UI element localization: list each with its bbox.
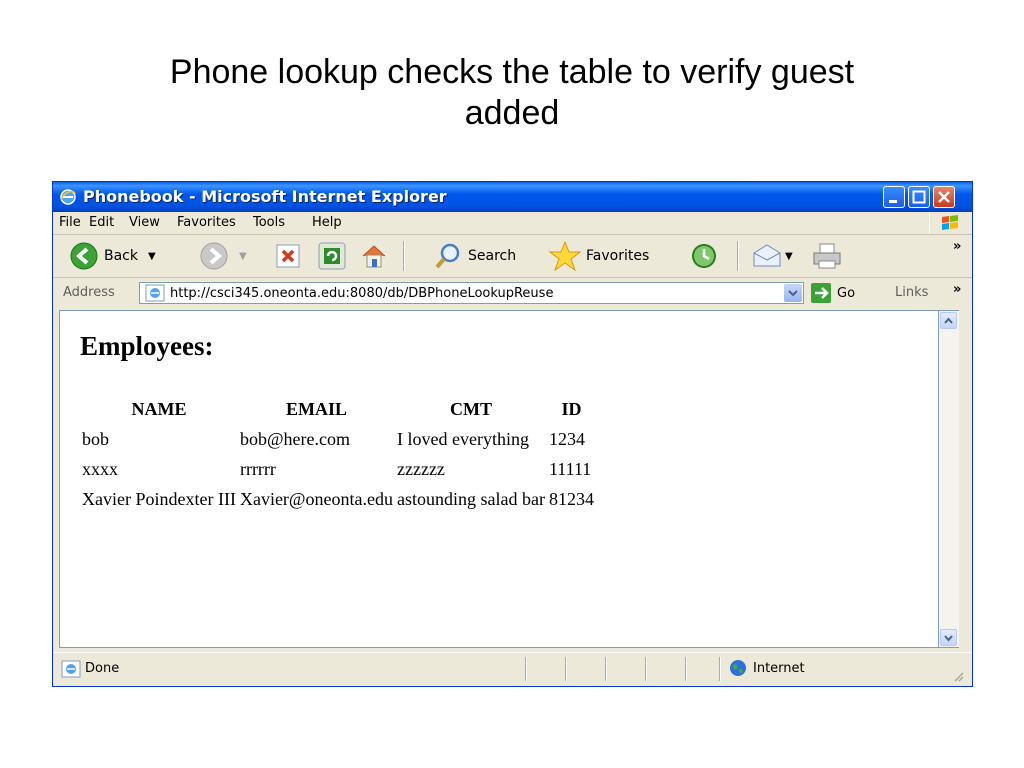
back-label: Back (104, 248, 138, 264)
address-dropdown-button[interactable] (784, 284, 802, 302)
cell-name: bob (82, 428, 109, 449)
address-label: Address (63, 285, 115, 300)
cell-cmt: zzzzzz (396, 458, 445, 479)
employees-table (80, 394, 596, 514)
menu-view[interactable]: View (129, 215, 160, 230)
back-arrow-icon (69, 241, 99, 271)
slide-title-line-1: Phone lookup checks the table to verify guest (169, 53, 855, 91)
column-header: EMAIL (285, 398, 347, 419)
favorites-button[interactable] (549, 239, 649, 273)
table-row (80, 424, 596, 454)
home-icon (359, 241, 389, 271)
maximize-icon (909, 187, 929, 207)
search-label: Search (468, 248, 517, 264)
slide-title (0, 52, 1024, 134)
stop-icon (275, 243, 301, 269)
forward-arrow-icon (199, 241, 229, 271)
page-content (59, 310, 939, 648)
slide-title-line-2: added (464, 94, 560, 132)
search-icon (433, 241, 463, 271)
back-button[interactable] (69, 239, 156, 273)
home-button[interactable] (359, 239, 389, 273)
menu-tools[interactable]: Tools (253, 215, 286, 230)
status-divider (605, 657, 607, 681)
column-header: CMT (449, 398, 492, 419)
toolbar-separator (737, 241, 739, 271)
resize-grip-icon[interactable] (951, 669, 965, 683)
title-bar (53, 182, 972, 212)
toolbar-separator (403, 241, 405, 271)
chevron-down-icon (784, 284, 802, 302)
forward-button[interactable] (199, 239, 247, 273)
chevron-up-icon (941, 313, 956, 328)
address-bar (53, 278, 972, 308)
cell-email: rrrrrr (239, 458, 276, 479)
print-button[interactable] (811, 239, 843, 273)
minimize-icon (884, 187, 904, 207)
forward-dropdown-icon[interactable]: ▼ (239, 250, 247, 262)
menu-file[interactable]: File (59, 215, 81, 230)
cell-id: 1234 (548, 428, 585, 449)
table-row (80, 484, 596, 514)
cell-name: Xavier Poindexter III (82, 488, 236, 509)
zone-label: Internet (753, 660, 805, 676)
menu-help[interactable]: Help (312, 215, 342, 230)
cell-email: bob@here.com (239, 428, 350, 449)
toolbar-chevron[interactable]: » (953, 239, 962, 254)
ie-page-icon (145, 284, 165, 302)
links-chevron[interactable]: » (953, 282, 962, 297)
close-button[interactable] (933, 186, 955, 208)
go-label: Go (837, 285, 856, 301)
globe-icon (729, 659, 747, 677)
status-divider (685, 657, 687, 681)
status-divider (565, 657, 567, 681)
history-button[interactable] (689, 239, 719, 273)
menu-edit[interactable]: Edit (89, 215, 115, 230)
column-header: ID (561, 398, 582, 419)
refresh-button[interactable] (317, 239, 347, 273)
history-icon (689, 241, 719, 271)
cell-cmt: I loved everything (396, 428, 529, 449)
go-button[interactable] (811, 283, 855, 303)
address-input[interactable] (139, 282, 804, 304)
favorites-label: Favorites (586, 248, 650, 264)
table-header-row (80, 394, 596, 424)
links-label[interactable]: Links (895, 285, 929, 300)
close-icon (934, 187, 954, 207)
window-title: Phonebook - Microsoft Internet Explorer (83, 187, 447, 206)
menu-favorites[interactable]: Favorites (177, 215, 236, 230)
mail-icon (751, 241, 783, 271)
minimize-button[interactable] (883, 186, 905, 208)
ie-page-icon (61, 660, 81, 678)
table-row (80, 454, 596, 484)
search-button[interactable] (433, 239, 516, 273)
scroll-down-button[interactable] (940, 629, 957, 646)
cell-cmt: astounding salad bar (396, 488, 545, 509)
status-bar (53, 652, 972, 687)
status-divider (719, 657, 721, 681)
cell-name: xxxx (82, 458, 118, 479)
status-text: Done (85, 661, 120, 676)
stop-button[interactable] (275, 239, 301, 273)
cell-id: 81234 (548, 488, 594, 509)
address-url: http://csci345.oneonta.edu:8080/db/DBPhoneLookupReuse (170, 286, 554, 301)
print-icon (811, 241, 843, 271)
scroll-up-button[interactable] (940, 312, 957, 329)
ie-icon (59, 188, 77, 206)
status-divider (525, 657, 527, 681)
column-header: NAME (131, 398, 187, 419)
cell-email: Xavier@oneonta.edu (239, 488, 393, 509)
vertical-scrollbar[interactable] (939, 310, 959, 648)
mail-button[interactable] (751, 239, 793, 273)
star-icon (549, 240, 581, 272)
status-divider (645, 657, 647, 681)
maximize-button[interactable] (908, 186, 930, 208)
cell-id: 11111 (548, 458, 592, 479)
toolbar (53, 235, 972, 278)
go-arrow-icon (811, 283, 831, 303)
mail-dropdown-icon[interactable]: ▼ (785, 250, 793, 262)
chevron-down-icon (941, 630, 956, 645)
browser-window (52, 181, 973, 687)
menu-bar (53, 212, 972, 235)
security-zone (729, 659, 805, 677)
page-heading: Employees: (80, 331, 214, 361)
refresh-icon (317, 241, 347, 271)
back-dropdown-icon[interactable]: ▼ (148, 250, 156, 262)
windows-logo-icon (929, 212, 970, 234)
